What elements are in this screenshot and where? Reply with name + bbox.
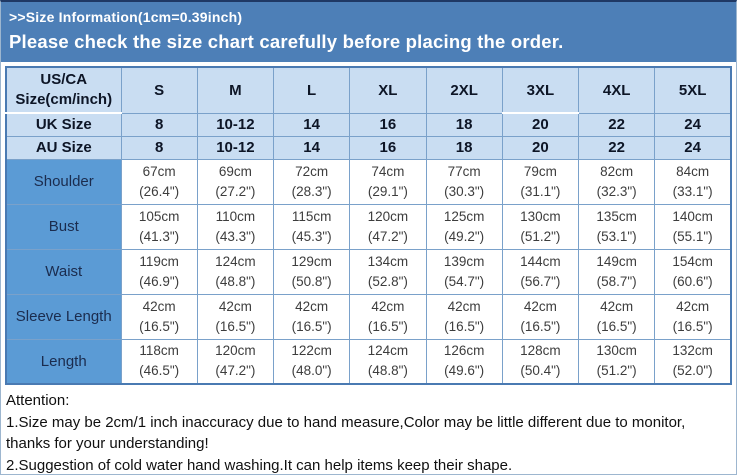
measurement-cm: 124cm xyxy=(367,343,409,359)
measurement-cm: 128cm xyxy=(520,343,561,359)
attention-line-3: 2.Suggestion of cold water hand washing.It can help items keep their shape. xyxy=(6,456,513,474)
measurement-cell xyxy=(426,204,502,249)
measurement-cm: 154cm xyxy=(672,253,713,269)
measurement-cell xyxy=(350,159,426,204)
measurement-cm: 140cm xyxy=(672,208,713,224)
measurement-cm: 129cm xyxy=(291,253,332,269)
size-value-cell: 18 xyxy=(426,113,502,136)
measurement-cm: 124cm xyxy=(215,253,256,269)
measurement-cm: 125cm xyxy=(443,208,485,224)
measurement-cell xyxy=(121,294,197,339)
measurement-cm: 42cm xyxy=(523,298,557,314)
measurement-cell xyxy=(655,159,731,204)
measurement-row xyxy=(6,294,731,339)
measurement-inch: (54.7") xyxy=(444,273,485,289)
measurement-inch: (16.5") xyxy=(139,318,180,334)
corner-header-cell xyxy=(6,67,121,113)
measurement-inch: (16.5") xyxy=(215,318,256,334)
measurement-inch: (50.8") xyxy=(291,273,332,289)
measurement-inch: (26.4") xyxy=(139,183,180,199)
measurement-inch: (33.1") xyxy=(672,183,713,199)
attention-line-2: thanks for your understanding! xyxy=(6,435,209,452)
measurement-cm: 119cm xyxy=(139,253,179,269)
measurement-cm: 84cm xyxy=(676,163,710,179)
measurement-inch: (31.1") xyxy=(520,183,561,199)
measurement-cm: 126cm xyxy=(443,343,485,359)
measurement-inch: (16.5") xyxy=(520,318,561,334)
measurement-cell xyxy=(274,204,350,249)
measurement-cm: 110cm xyxy=(215,208,256,224)
measurement-cm: 149cm xyxy=(596,253,637,269)
measurement-inch: (53.1") xyxy=(596,228,637,244)
measurement-inch: (48.8") xyxy=(215,273,256,289)
measurement-cm: 79cm xyxy=(523,163,557,179)
measurement-inch: (48.0") xyxy=(291,363,332,379)
measurement-cell xyxy=(197,339,273,384)
measurement-cm: 134cm xyxy=(367,253,409,269)
measurement-label: Bust xyxy=(6,204,121,249)
measurement-row xyxy=(6,339,731,384)
attention-block xyxy=(1,385,736,475)
corner-line-1: US/CA xyxy=(40,71,88,88)
measurement-cell xyxy=(655,204,731,249)
measurement-cell xyxy=(655,339,731,384)
measurement-inch: (27.2") xyxy=(215,183,256,199)
measurement-cm: 130cm xyxy=(520,208,561,224)
size-table xyxy=(5,66,732,385)
measurement-cell xyxy=(274,249,350,294)
measurement-cm: 82cm xyxy=(600,163,634,179)
measurement-cell xyxy=(426,159,502,204)
measurement-cm: 115cm xyxy=(291,208,332,224)
measurement-inch: (51.2") xyxy=(596,363,637,379)
size-column-header-m: M xyxy=(197,67,273,113)
measurement-cell xyxy=(121,159,197,204)
size-value-cell: 22 xyxy=(579,113,655,136)
size-value-cell: 14 xyxy=(274,113,350,136)
measurement-label: Shoulder xyxy=(6,159,121,204)
measurement-cell xyxy=(579,159,655,204)
size-column-header-5xl: 5XL xyxy=(655,67,731,113)
measurement-row xyxy=(6,204,731,249)
size-row xyxy=(6,113,731,136)
measurement-cm: 135cm xyxy=(596,208,637,224)
measurement-inch: (49.2") xyxy=(444,228,485,244)
measurement-inch: (56.7") xyxy=(520,273,561,289)
size-value-cell: 20 xyxy=(502,113,578,136)
size-info-title: >>Size Information(1cm=0.39inch) xyxy=(9,9,243,25)
measurement-cell xyxy=(197,249,273,294)
size-column-header-3xl: 3XL xyxy=(502,67,578,113)
size-row-label: AU Size xyxy=(6,136,121,159)
measurement-cell xyxy=(274,294,350,339)
measurement-cm: 144cm xyxy=(520,253,561,269)
measurement-cm: 67cm xyxy=(142,163,176,179)
measurement-row xyxy=(6,159,731,204)
measurement-cell xyxy=(426,294,502,339)
size-value-cell: 8 xyxy=(121,113,197,136)
measurement-cell xyxy=(350,294,426,339)
size-value-cell: 24 xyxy=(655,136,731,159)
measurement-cell xyxy=(197,159,273,204)
measurement-cell xyxy=(121,204,197,249)
measurement-label: Length xyxy=(6,339,121,384)
measurement-cell xyxy=(274,339,350,384)
corner-line-2: Size(cm/inch) xyxy=(15,91,113,108)
measurement-cm: 130cm xyxy=(596,343,637,359)
measurement-inch: (49.6") xyxy=(444,363,485,379)
measurement-row xyxy=(6,249,731,294)
size-column-header-s: S xyxy=(121,67,197,113)
measurement-cm: 69cm xyxy=(218,163,252,179)
size-value-cell: 8 xyxy=(121,136,197,159)
measurement-cm: 42cm xyxy=(447,298,481,314)
measurement-cm: 74cm xyxy=(371,163,405,179)
measurement-cell xyxy=(502,294,578,339)
measurement-cell xyxy=(426,249,502,294)
size-value-cell: 20 xyxy=(502,136,578,159)
measurement-inch: (29.1") xyxy=(367,183,408,199)
measurement-cell xyxy=(426,339,502,384)
measurement-cm: 42cm xyxy=(600,298,634,314)
measurement-cm: 105cm xyxy=(138,208,180,224)
size-column-header-2xl: 2XL xyxy=(426,67,502,113)
measurement-inch: (52.0") xyxy=(672,363,713,379)
measurement-cm: 132cm xyxy=(672,343,713,359)
size-table-container xyxy=(1,62,736,385)
size-column-header-xl: XL xyxy=(350,67,426,113)
measurement-inch: (47.2") xyxy=(215,363,256,379)
size-value-cell: 24 xyxy=(655,113,731,136)
measurement-cm: 42cm xyxy=(676,298,710,314)
measurement-cell xyxy=(579,339,655,384)
measurement-inch: (46.5") xyxy=(139,363,180,379)
measurement-inch: (16.5") xyxy=(291,318,332,334)
measurement-inch: (41.3") xyxy=(139,228,180,244)
measurement-inch: (50.4") xyxy=(520,363,561,379)
measurement-cm: 77cm xyxy=(447,163,481,179)
measurement-cm: 42cm xyxy=(218,298,252,314)
measurement-inch: (46.9") xyxy=(139,273,180,289)
measurement-cell xyxy=(197,294,273,339)
measurement-cm: 42cm xyxy=(371,298,405,314)
size-value-cell: 10-12 xyxy=(197,113,273,136)
header-band xyxy=(1,2,736,62)
measurement-inch: (32.3") xyxy=(596,183,637,199)
measurement-cell xyxy=(655,294,731,339)
measurement-cm: 118cm xyxy=(139,343,179,359)
measurement-cell xyxy=(502,249,578,294)
measurement-cell xyxy=(274,159,350,204)
size-value-cell: 18 xyxy=(426,136,502,159)
measurement-inch: (58.7") xyxy=(596,273,637,289)
measurement-cell xyxy=(655,249,731,294)
measurement-cell xyxy=(197,204,273,249)
measurement-cm: 139cm xyxy=(443,253,485,269)
measurement-cell xyxy=(121,339,197,384)
measurement-inch: (45.3") xyxy=(291,228,332,244)
measurement-cell xyxy=(579,249,655,294)
measurement-cm: 120cm xyxy=(215,343,256,359)
measurement-inch: (47.2") xyxy=(367,228,408,244)
measurement-inch: (51.2") xyxy=(520,228,561,244)
measurement-inch: (48.8") xyxy=(367,363,408,379)
measurement-inch: (43.3") xyxy=(215,228,256,244)
size-row xyxy=(6,136,731,159)
size-value-cell: 16 xyxy=(350,113,426,136)
measurement-inch: (16.5") xyxy=(444,318,485,334)
measurement-cell xyxy=(579,294,655,339)
measurement-cell xyxy=(350,249,426,294)
attention-line-1: 1.Size may be 2cm/1 inch inaccuracy due to hand measure,Color may be little different due to monitor, xyxy=(6,413,686,431)
measurement-label: Sleeve Length xyxy=(6,294,121,339)
measurement-cell xyxy=(502,339,578,384)
measurement-inch: (30.3") xyxy=(444,183,485,199)
attention-heading: Attention: xyxy=(6,392,70,409)
measurement-inch: (16.5") xyxy=(596,318,637,334)
measurement-cm: 42cm xyxy=(142,298,176,314)
measurement-cell xyxy=(350,339,426,384)
size-table-body xyxy=(6,67,731,384)
measurement-inch: (28.3") xyxy=(291,183,332,199)
measurement-inch: (60.6") xyxy=(672,273,713,289)
measurement-inch: (16.5") xyxy=(672,318,713,334)
size-value-cell: 10-12 xyxy=(197,136,273,159)
size-value-cell: 14 xyxy=(274,136,350,159)
measurement-inch: (16.5") xyxy=(367,318,408,334)
measurement-cell xyxy=(579,204,655,249)
measurement-inch: (52.8") xyxy=(367,273,408,289)
measurement-cm: 72cm xyxy=(295,163,329,179)
measurement-cell xyxy=(502,159,578,204)
column-header-row xyxy=(6,67,731,113)
measurement-cell xyxy=(121,249,197,294)
measurement-cm: 120cm xyxy=(367,208,409,224)
size-value-cell: 22 xyxy=(579,136,655,159)
measurement-cm: 42cm xyxy=(295,298,329,314)
size-chart-notice: Please check the size chart carefully before placing the order. xyxy=(9,31,564,52)
size-column-header-4xl: 4XL xyxy=(579,67,655,113)
size-column-header-l: L xyxy=(274,67,350,113)
measurement-cm: 122cm xyxy=(291,343,332,359)
size-value-cell: 16 xyxy=(350,136,426,159)
measurement-cell xyxy=(502,204,578,249)
measurement-label: Waist xyxy=(6,249,121,294)
size-row-label: UK Size xyxy=(6,113,121,136)
measurement-inch: (55.1") xyxy=(672,228,713,244)
measurement-cell xyxy=(350,204,426,249)
